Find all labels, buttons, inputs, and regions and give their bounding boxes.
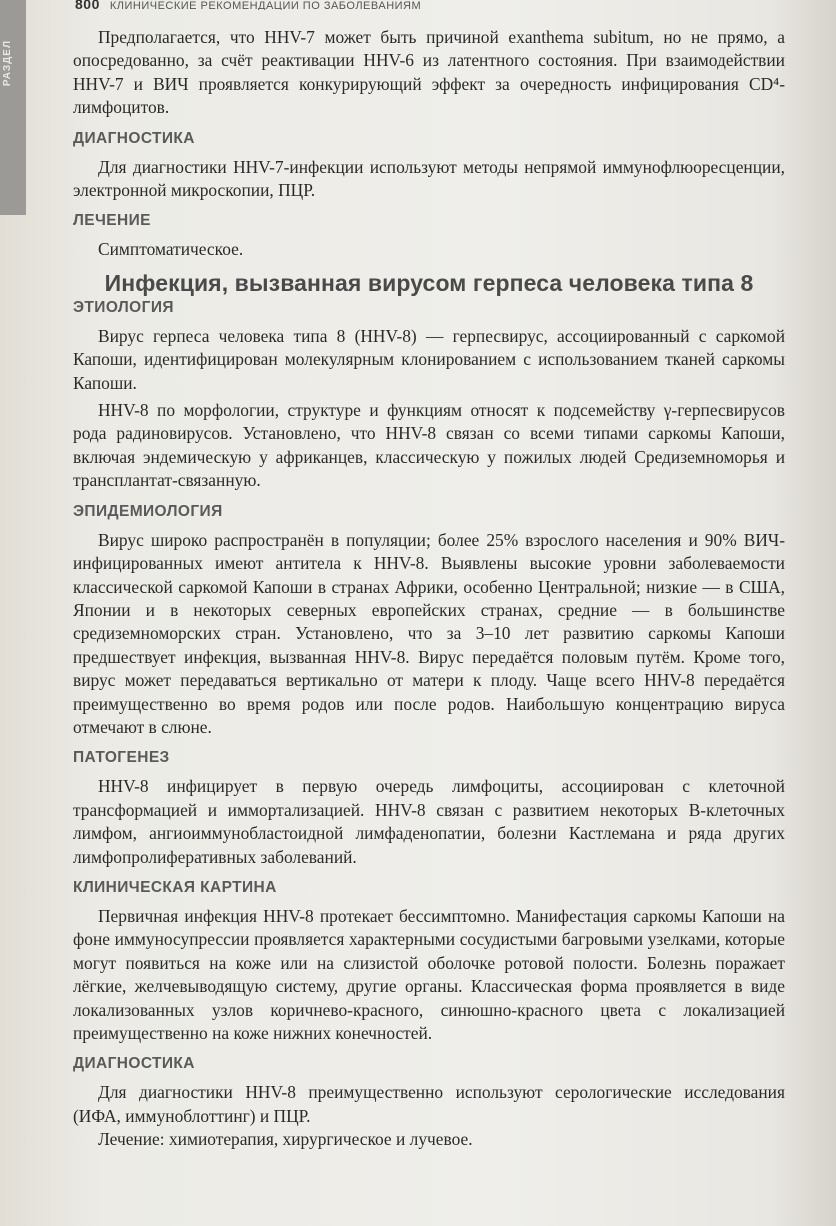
hhv8-etiology-paragraph-1: Вирус герпеса человека типа 8 (HHV-8) — герпесвирус, ассоциированный с саркомой Капоши, идентифицирован молекулярным клонированием с использованием тканей саркомы Капоши. [73,325,785,393]
hhv8-treatment-paragraph: Лечение: химиотерапия, хирургическое и лучевое. [98,1129,473,1150]
hhv7-treatment-heading: ЛЕЧЕНИЕ [73,212,151,230]
page-content [73,26,785,1152]
hhv8-chapter-title: Инфекция, вызванная вирусом герпеса человека типа 8 [104,269,754,296]
hhv8-pathogenesis-paragraph: HHV-8 инфицирует в первую очередь лимфоциты, ассоциирован с клеточной трансформацией и иммортализацией. HHV-8 связан с развитием некоторых B-клеточных лимфом, ангиоиммунобластоидной лимфаденопатии, болезни Кастлемана и ряда других лимфопролиферативных заболеваний. [73,776,785,867]
hhv8-etiology-heading: ЭТИОЛОГИЯ [73,298,174,316]
hhv8-pathogenesis-heading: ПАТОГЕНЕЗ [73,749,170,767]
running-header [75,0,775,10]
side-tab-label: РАЗДЕЛ [2,40,13,87]
section-side-tab [0,0,26,215]
hhv7-treatment-paragraph: Симптоматическое. [98,239,244,260]
hhv8-diagnostics-paragraph: Для диагностики HHV-8 преимущественно используют серологические исследования (ИФА, иммуноблоттинг) и ПЦР. [73,1082,785,1126]
page-number: 800 [75,0,100,10]
hhv8-clinical-heading: КЛИНИЧЕСКАЯ КАРТИНА [73,878,277,896]
hhv8-etiology-paragraph-2: HHV-8 по морфологии, структуре и функциям относят к подсемейству γ-герпесвирусов рода радиновирусов. Установлено, что HHV-8 связан со всеми типами саркомы Капоши, включая эндемическую у африканцев, классическую у пожилых людей Средиземноморья и трансплантат-связанную. [73,400,785,491]
hhv8-epidemiology-paragraph: Вирус широко распространён в популяции; более 25% взрослого населения и 90% ВИЧ-инфицированных имеют антитела к HHV-8. Выявлены высокие уровни заболеваемости классической саркомой Капоши в странах Африки, особенно Центральной; низкие — в США, Японии и в некоторых северных европейских странах, средние — в большинстве средиземноморских стран. Установлено, что за 3–10 лет развитию саркомы Капоши предшествует инфекция, вызванная HHV-8. Вирус передаётся половым путём. Кроме того, вирус может передаваться вертикально от матери к плоду. Чаще всего HHV-8 передаётся преимущественно во время родов или после родов. Наибольшую концентрацию вируса отмечают в слюне. [73,529,785,737]
hhv8-epidemiology-heading: ЭПИДЕМИОЛОГИЯ [73,502,223,520]
hhv7-intro-paragraph: Предполагается, что HHV-7 может быть причиной exanthema subitum, но не прямо, а опосредованно, за счёт реактивации HHV-6 из латентного состояния. При взаимодействии HHV-7 и ВИЧ проявляется конкурирующий эффект за очередность инфицирования CD⁴-лимфоцитов. [73,27,785,118]
hhv8-diagnostics-heading: ДИАГНОСТИКА [73,1055,195,1073]
hhv8-clinical-paragraph: Первичная инфекция HHV-8 протекает бессимптомно. Манифестация саркомы Капоши на фоне иммуносупрессии проявляется характерными сосудистыми багровыми узелками, которые могут появиться на коже или на слизистой оболочке ротовой полости. Болезнь поражает лёгкие, желчевыводящую систему, другие органы. Классическая форма проявляется в виде локализованных узлов коричнево-красного, синюшно-красного цвета с локализацией преимущественно на коже нижних конечностей. [73,905,785,1043]
running-title: КЛИНИЧЕСКИЕ РЕКОМЕНДАЦИИ ПО ЗАБОЛЕВАНИЯМ [109,0,422,10]
hhv7-diagnostics-heading: ДИАГНОСТИКА [73,129,195,147]
hhv7-diagnostics-paragraph: Для диагностики HHV-7-инфекции используют методы непрямой иммунофлюоресценции, электронной микроскопии, ПЦР. [73,156,785,201]
